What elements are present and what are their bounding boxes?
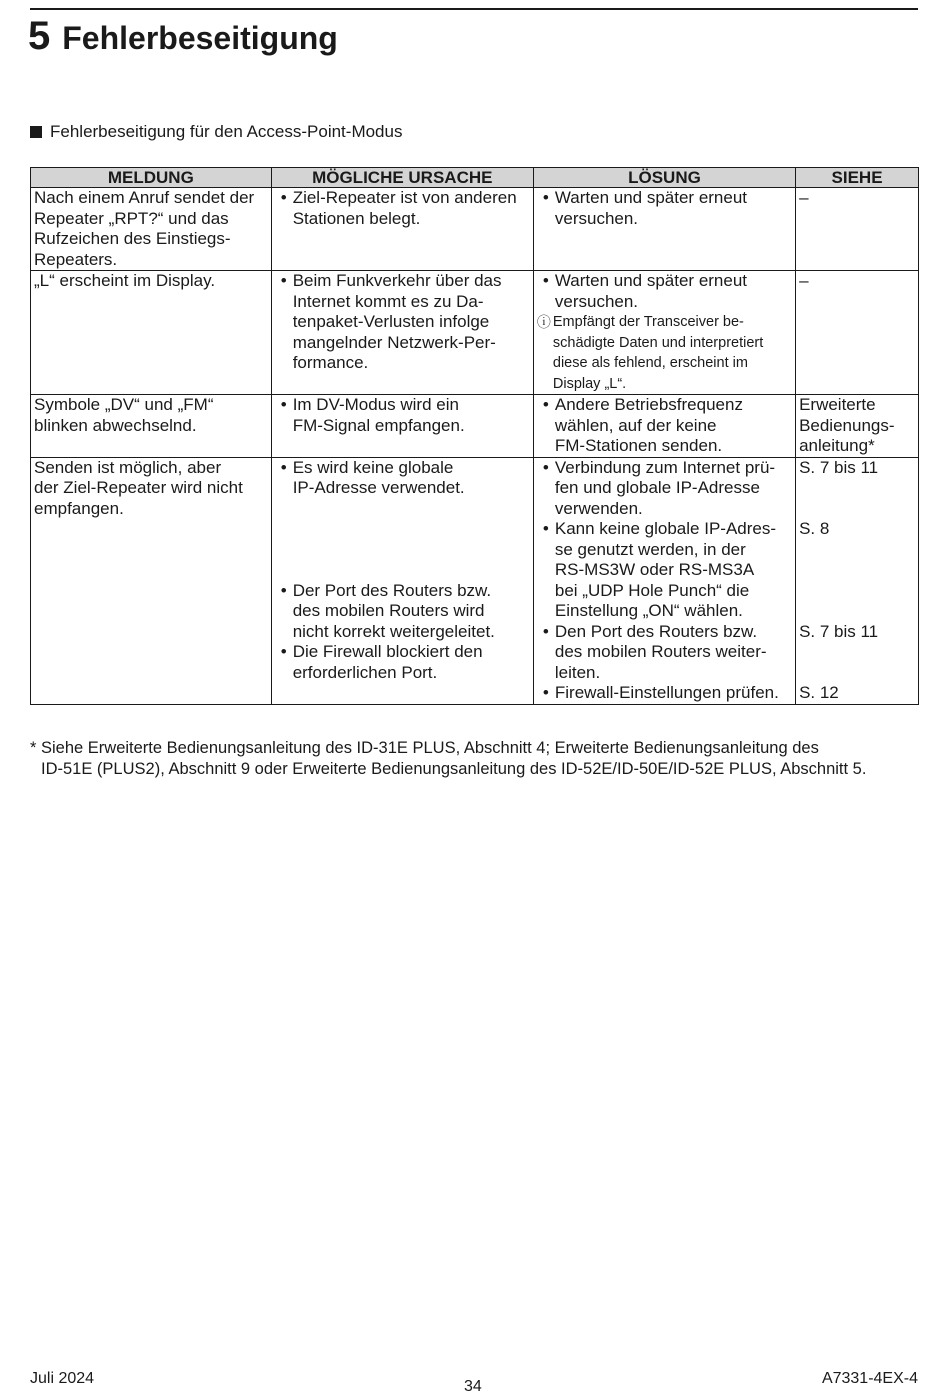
info-note: ⓘ Empfängt der Transceiver be- schädigte Daten und interpretiert diese als fehlend, erscheint im Display „L“. bbox=[537, 312, 792, 394]
cell-siehe: – bbox=[796, 188, 919, 271]
bullet-item: • Der Port des Routers bzw. des mobilen Routers wird nicht korrekt weitergeleitet. bbox=[275, 581, 530, 643]
cell-loesung bbox=[533, 188, 795, 271]
bullet-item: • Im DV-Modus wird ein FM-Signal empfangen. bbox=[275, 395, 530, 436]
cell-meldung: Nach einem Anruf sendet der Repeater „RPT?“ und das Rufzeichen des Einstiegs- Repeaters. bbox=[31, 188, 272, 271]
bullet-item: • Andere Betriebsfrequenz wählen, auf der keine FM-Stationen senden. bbox=[537, 395, 792, 457]
cell-meldung: Senden ist möglich, aber der Ziel-Repeater wird nicht empfangen. bbox=[31, 457, 272, 704]
table-row bbox=[31, 457, 919, 704]
cell-meldung: „L“ erscheint im Display. bbox=[31, 271, 272, 395]
spacer bbox=[799, 540, 915, 622]
cell-loesung bbox=[533, 395, 795, 458]
bullet-icon: • bbox=[280, 457, 287, 477]
spacer bbox=[799, 642, 915, 683]
cell-ursache bbox=[271, 271, 533, 395]
document-code: A7331-4EX-4 bbox=[821, 1370, 918, 1387]
footer-date: Juli 2024 bbox=[30, 1370, 95, 1387]
bullet-icon: • bbox=[280, 580, 287, 600]
bullet-item: • Warten und später erneut versuchen. bbox=[537, 188, 792, 229]
spacer bbox=[799, 478, 915, 519]
troubleshooting-table bbox=[30, 167, 919, 705]
bullet-item: • Firewall-Einstellungen prüfen. bbox=[537, 683, 792, 704]
bullet-icon: • bbox=[542, 457, 549, 477]
bullet-icon: • bbox=[280, 188, 287, 207]
bullet-item: • Kann keine globale IP-Adres- se genutzt werden, in der RS-MS3W oder RS-MS3A bei „UDP Hole Punch“ die Einstellung „ON“ wählen. bbox=[537, 519, 792, 622]
bullet-icon: • bbox=[542, 395, 549, 414]
bullet-item: • Warten und später erneut versuchen. bbox=[537, 271, 792, 312]
table-row bbox=[31, 395, 919, 458]
cell-ursache bbox=[271, 395, 533, 458]
bullet-icon: • bbox=[280, 642, 287, 661]
cell-loesung bbox=[533, 457, 795, 704]
bullet-item: • Die Firewall blockiert den erforderlichen Port. bbox=[275, 642, 530, 683]
cell-meldung: Symbole „DV“ und „FM“ blinken abwechselnd. bbox=[31, 395, 272, 458]
section-title: Fehlerbeseitigung für den Access-Point-Modus bbox=[50, 122, 403, 141]
cell-loesung bbox=[533, 271, 795, 395]
header-meldung: MELDUNG bbox=[31, 168, 272, 188]
bullet-item: • Den Port des Routers bzw. des mobilen Routers weiter- leiten. bbox=[537, 622, 792, 684]
chapter-title: Fehlerbeseitigung bbox=[62, 20, 338, 56]
square-bullet-icon bbox=[30, 126, 42, 138]
bullet-icon: • bbox=[542, 271, 549, 290]
header-loesung: LÖSUNG bbox=[533, 168, 795, 188]
bullet-item: • Ziel-Repeater ist von anderen Stationen belegt. bbox=[275, 188, 530, 229]
chapter-heading bbox=[28, 14, 338, 59]
header-ursache: MÖGLICHE URSACHE bbox=[271, 168, 533, 188]
bullet-icon: • bbox=[280, 271, 287, 290]
top-rule bbox=[30, 8, 918, 10]
bullet-icon: • bbox=[280, 395, 287, 414]
section-heading bbox=[30, 122, 402, 142]
footnote bbox=[30, 738, 925, 780]
bullet-icon: • bbox=[542, 621, 549, 641]
table-row bbox=[31, 271, 919, 395]
bullet-icon: • bbox=[542, 188, 549, 207]
cell-siehe: S. 7 bis 11 S. 8 S. 7 bis 11 S. 12 bbox=[796, 457, 919, 704]
page-number: 34 bbox=[464, 1378, 482, 1395]
cell-ursache bbox=[271, 457, 533, 704]
spacer bbox=[275, 499, 530, 581]
footnote-line-1: * Siehe Erweiterte Bedienungsanleitung des ID-31E PLUS, Abschnitt 4; Erweiterte Bedienungsanleitung des bbox=[30, 739, 819, 757]
header-siehe: SIEHE bbox=[796, 168, 919, 188]
table-header-row bbox=[31, 168, 919, 188]
info-icon: ⓘ bbox=[536, 314, 551, 330]
cell-siehe: Erweiterte Bedienungs- anleitung* bbox=[796, 395, 919, 458]
cell-siehe: – bbox=[796, 271, 919, 395]
chapter-number: 5 bbox=[28, 14, 51, 58]
bullet-item: • Es wird keine globale IP-Adresse verwendet. bbox=[275, 458, 530, 499]
footnote-line-2: ID-51E (PLUS2), Abschnitt 9 oder Erweiterte Bedienungsanleitung des ID-52E/ID-50E/ID-52E PLUS, Abschnitt 5. bbox=[41, 760, 867, 778]
bullet-item: • Verbindung zum Internet prü- fen und globale IP-Adresse verwenden. bbox=[537, 458, 792, 520]
cell-ursache bbox=[271, 188, 533, 271]
bullet-icon: • bbox=[542, 519, 549, 538]
table-row bbox=[31, 188, 919, 271]
bullet-item: • Beim Funkverkehr über das Internet kommt es zu Da- tenpaket-Verlusten infolge mangelnder Netzwerk-Per- formance. bbox=[275, 271, 530, 374]
bullet-icon: • bbox=[542, 683, 549, 702]
